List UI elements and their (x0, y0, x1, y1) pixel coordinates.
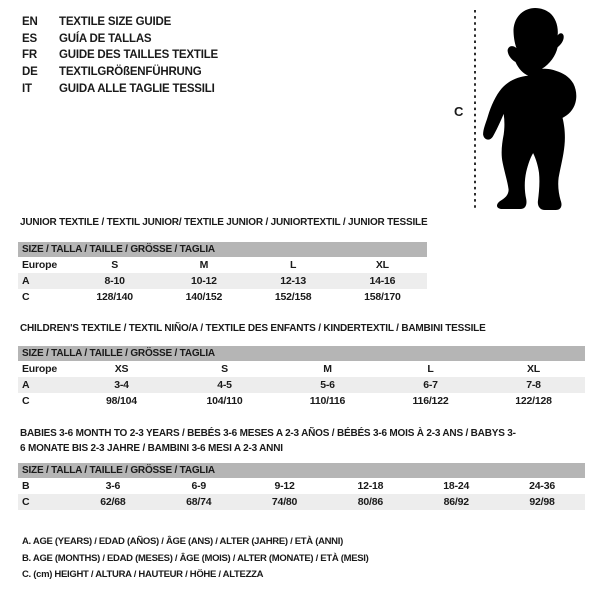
table-cell: L (427, 363, 434, 375)
babies-size-table (18, 463, 585, 510)
language-label: TEXTILE SIZE GUIDE (59, 16, 172, 29)
height-measure-label: C (454, 104, 464, 119)
language-code: EN (22, 16, 38, 29)
language-label: TEXTILGRÖßENFÜHRUNG (59, 66, 202, 79)
size-header-bar: SIZE / TALLA / TAILLE / GRÖSSE / TAGLIA (18, 463, 585, 478)
table-cell: 68/74 (186, 496, 212, 508)
table-cell: M (199, 259, 209, 271)
row-label: C (22, 291, 30, 303)
table-cell: 6-7 (423, 379, 438, 391)
table-cell: 24-36 (529, 480, 555, 492)
language-label: GUÍA DE TALLAS (59, 32, 152, 45)
language-row-it (22, 80, 422, 97)
table-row-a (18, 377, 585, 393)
figure-area (440, 0, 600, 220)
table-cell: XL (526, 363, 541, 375)
table-cell: 86/92 (443, 496, 469, 508)
language-row-es (22, 31, 422, 48)
table-cell: 74/80 (271, 496, 298, 508)
babies-table-title: BABIES 3-6 MONTH TO 2-3 YEARS / BEBÉS 3-6 MESES A 2-3 AÑOS / BÉBÉS 3-6 MOIS À 2-3 ANS / BABYS 3-6 MONATE BIS 2-3 JAHRE / BAMBINI 3-6 MESI A 2-3 ANNI (20, 428, 516, 454)
language-code: DE (22, 66, 38, 79)
table-cell: 3-6 (105, 480, 121, 492)
table-cell: 92/98 (529, 496, 555, 508)
table-cell: 140/152 (185, 291, 223, 303)
table-cell: 14-16 (369, 275, 396, 287)
row-label: C (22, 496, 30, 508)
row-label: Europe (22, 363, 57, 375)
table-row-europe (18, 257, 427, 273)
table-cell: 110/116 (309, 395, 346, 407)
height-measure-dotted-line (474, 10, 476, 211)
table-cell: 18-24 (443, 480, 470, 492)
footnote-c: C. (cm) HEIGHT / ALTURA / HAUTEUR / HÖHE / ALTEZZA (22, 569, 264, 580)
baby-silhouette-icon (481, 6, 597, 212)
table-cell: 10-12 (190, 275, 217, 287)
language-row-fr (22, 47, 422, 64)
table-cell: 122/128 (515, 395, 552, 407)
table-cell: 98/104 (106, 395, 137, 407)
table-cell: 6-9 (191, 480, 207, 492)
children-table-title: CHILDREN'S TEXTILE / TEXTIL NIÑO/A / TEXTILE DES ENFANTS / KINDERTEXTIL / BAMBINI TESSILE (20, 323, 486, 334)
table-cell: S (221, 363, 228, 375)
table-cell: M (323, 363, 332, 375)
table-cell: 4-5 (217, 379, 232, 391)
row-label: Europe (22, 259, 57, 271)
footnotes (22, 535, 582, 585)
size-header-bar: SIZE / TALLA / TAILLE / GRÖSSE / TAGLIA (18, 242, 427, 257)
row-label: C (22, 395, 30, 407)
table-cell: 80/86 (357, 496, 384, 508)
size-header-bar: SIZE / TALLA / TAILLE / GRÖSSE / TAGLIA (18, 346, 585, 361)
row-label: A (22, 379, 30, 391)
children-size-table (18, 346, 585, 409)
language-code: ES (22, 32, 37, 45)
table-cell: 12-18 (357, 480, 384, 492)
table-cell: 62/68 (100, 496, 126, 508)
table-cell: XL (375, 259, 389, 271)
table-row-c (18, 289, 427, 305)
junior-table-title: JUNIOR TEXTILE / TEXTIL JUNIOR/ TEXTILE JUNIOR / JUNIORTEXTIL / JUNIOR TESSILE (20, 217, 428, 228)
row-label: B (22, 480, 30, 492)
table-cell: 158/170 (364, 291, 401, 303)
table-row-c (18, 393, 585, 409)
table-cell: L (290, 259, 297, 271)
table-cell: S (111, 259, 119, 271)
language-guide (22, 14, 422, 97)
table-cell: XS (114, 363, 129, 375)
table-cell: 12-13 (280, 275, 307, 287)
table-row-europe (18, 361, 585, 377)
table-cell: 7-8 (526, 379, 541, 391)
language-row-en (22, 14, 422, 31)
table-cell: 3-4 (114, 379, 129, 391)
table-row-b (18, 478, 585, 494)
table-row-a (18, 273, 427, 289)
table-cell: 116/122 (412, 395, 449, 407)
table-cell: 104/110 (206, 395, 243, 407)
junior-size-table (18, 242, 427, 305)
row-label: A (22, 275, 30, 287)
language-label: GUIDE DES TAILLES TEXTILE (59, 49, 218, 62)
language-label: GUIDA ALLE TAGLIE TESSILI (59, 82, 215, 95)
table-cell: 152/158 (274, 291, 312, 303)
language-code: IT (22, 82, 32, 95)
table-cell: 9-12 (274, 480, 295, 492)
footnote-b: B. AGE (MONTHS) / EDAD (MESES) / ÂGE (MOIS) / ALTER (MONATE) / ETÀ (MESI) (22, 552, 369, 564)
table-cell: 8-10 (104, 275, 125, 287)
language-row-de (22, 64, 422, 81)
table-cell: 128/140 (96, 291, 133, 303)
footnote-a: A. AGE (YEARS) / EDAD (AÑOS) / ÂGE (ANS) / ALTER (JAHRE) / ETÀ (ANNI) (22, 536, 343, 547)
language-code: FR (22, 49, 37, 62)
table-cell: 5-6 (320, 379, 335, 391)
table-row-c (18, 494, 585, 510)
